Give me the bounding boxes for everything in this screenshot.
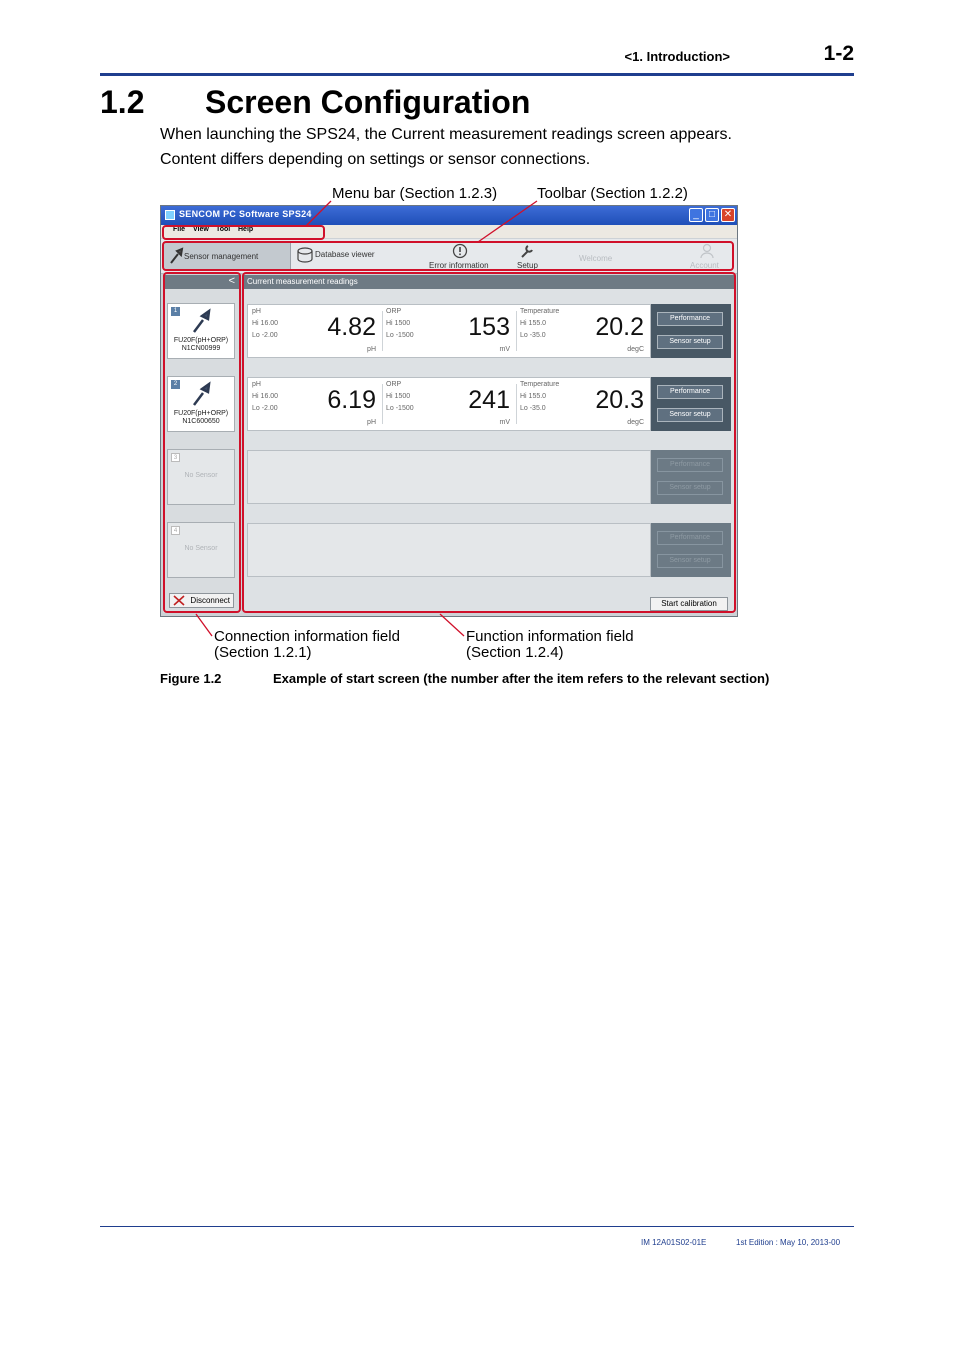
measurement-unit: degC <box>627 419 644 426</box>
panel-title: Current measurement readings <box>244 275 735 289</box>
sensor-setup-button[interactable]: Sensor setup <box>657 408 723 422</box>
start-calibration-button[interactable]: Start calibration <box>650 597 728 611</box>
measurement-value: 20.3 <box>595 386 644 414</box>
measurement-unit: pH <box>367 419 376 426</box>
measurement-value: 4.82 <box>327 313 376 341</box>
measurement-unit: mV <box>499 419 510 426</box>
section-number: 1.2 <box>100 84 145 120</box>
measurement-value: 6.19 <box>327 386 376 414</box>
high-limit: Hi 1500 <box>386 393 411 400</box>
menu-help[interactable]: Help <box>238 226 254 233</box>
measurement-value: 20.2 <box>595 313 644 341</box>
performance-button[interactable]: Performance <box>657 385 723 399</box>
toolbar-label: Database viewer <box>315 250 375 259</box>
low-limit: Lo -2.00 <box>252 332 278 339</box>
sensor-setup-button[interactable]: Sensor setup <box>657 554 723 568</box>
slot-no-sensor: No Sensor <box>184 545 218 552</box>
high-limit: Hi 1500 <box>386 320 411 327</box>
measurement-unit: degC <box>627 346 644 353</box>
callout-function-field: Function information field (Section 1.2.4) <box>466 628 634 661</box>
chapter-header: <1. Introduction> <box>624 49 730 64</box>
slot-number: 1 <box>171 307 180 316</box>
slot-number: 4 <box>171 526 180 535</box>
disconnect-label: Disconnect <box>190 596 230 605</box>
measurement-name: Temperature <box>520 381 560 388</box>
document-id: IM 12A01S02-01E <box>641 1238 707 1247</box>
figure-caption: Example of start screen (the number after the item refers to the relevant section) <box>273 671 770 686</box>
toolbar-label: Welcome <box>579 254 613 263</box>
figure-label: Figure 1.2 <box>160 671 222 686</box>
low-limit: Lo -35.0 <box>520 332 546 339</box>
minimize-icon[interactable]: _ <box>689 208 703 222</box>
measurement-name: pH <box>252 381 261 388</box>
sensor-setup-button[interactable]: Sensor setup <box>657 335 723 349</box>
measurement-value: 241 <box>468 386 510 414</box>
slot-model: FU20F(pH+ORP) N1C600650 <box>173 410 229 425</box>
high-limit: Hi 155.0 <box>520 393 547 400</box>
measurement-name: pH <box>252 308 261 315</box>
section-title: Screen Configuration <box>205 84 531 120</box>
measurement-name: Temperature <box>520 308 560 315</box>
intro-paragraph-2: Content differs depending on settings or sensor connections. <box>160 151 591 168</box>
menu-view[interactable]: View <box>193 226 209 233</box>
close-icon[interactable]: ✕ <box>721 208 735 222</box>
callout-toolbar: Toolbar (Section 1.2.2) <box>537 185 688 202</box>
intro-paragraph-1: When launching the SPS24, the Current measurement readings screen appears. <box>160 126 732 143</box>
slot-number: 2 <box>171 380 180 389</box>
sensor-setup-button[interactable]: Sensor setup <box>657 481 723 495</box>
chevron-left-icon: < <box>228 275 235 287</box>
low-limit: Lo -1500 <box>386 405 414 412</box>
measurement-name: ORP <box>386 308 402 315</box>
performance-button[interactable]: Performance <box>657 312 723 326</box>
page-number: 1-2 <box>823 42 854 65</box>
slot-number: 3 <box>171 453 180 462</box>
menu-file[interactable]: File <box>173 226 186 233</box>
measurement-unit: pH <box>367 346 376 353</box>
footer-rule <box>100 1226 854 1227</box>
toolbar-label: Account <box>690 261 719 270</box>
low-limit: Lo -2.00 <box>252 405 278 412</box>
edition-info: 1st Edition : May 10, 2013-00 <box>736 1238 841 1247</box>
low-limit: Lo -35.0 <box>520 405 546 412</box>
high-limit: Hi 16.00 <box>252 320 279 327</box>
measurement-value: 153 <box>468 313 510 341</box>
toolbar-label: Setup <box>517 261 538 270</box>
measurement-unit: mV <box>499 346 510 353</box>
window-title: SENCOM PC Software SPS24 <box>179 209 312 219</box>
toolbar-label: Sensor management <box>184 252 259 261</box>
measurement-name: ORP <box>386 381 402 388</box>
low-limit: Lo -1500 <box>386 332 414 339</box>
high-limit: Hi 16.00 <box>252 393 279 400</box>
performance-button[interactable]: Performance <box>657 458 723 472</box>
slot-no-sensor: No Sensor <box>184 472 218 479</box>
callout-menu-bar: Menu bar (Section 1.2.3) <box>332 185 498 202</box>
toolbar-label: Error information <box>429 261 489 270</box>
high-limit: Hi 155.0 <box>520 320 547 327</box>
performance-button[interactable]: Performance <box>657 531 723 545</box>
menu-tool[interactable]: Tool <box>216 226 231 233</box>
maximize-icon[interactable]: □ <box>705 208 719 222</box>
slot-model: FU20F(pH+ORP) N1CN00999 <box>173 337 229 352</box>
callout-connection-field: Connection information field (Section 1.2.1) <box>214 628 400 661</box>
